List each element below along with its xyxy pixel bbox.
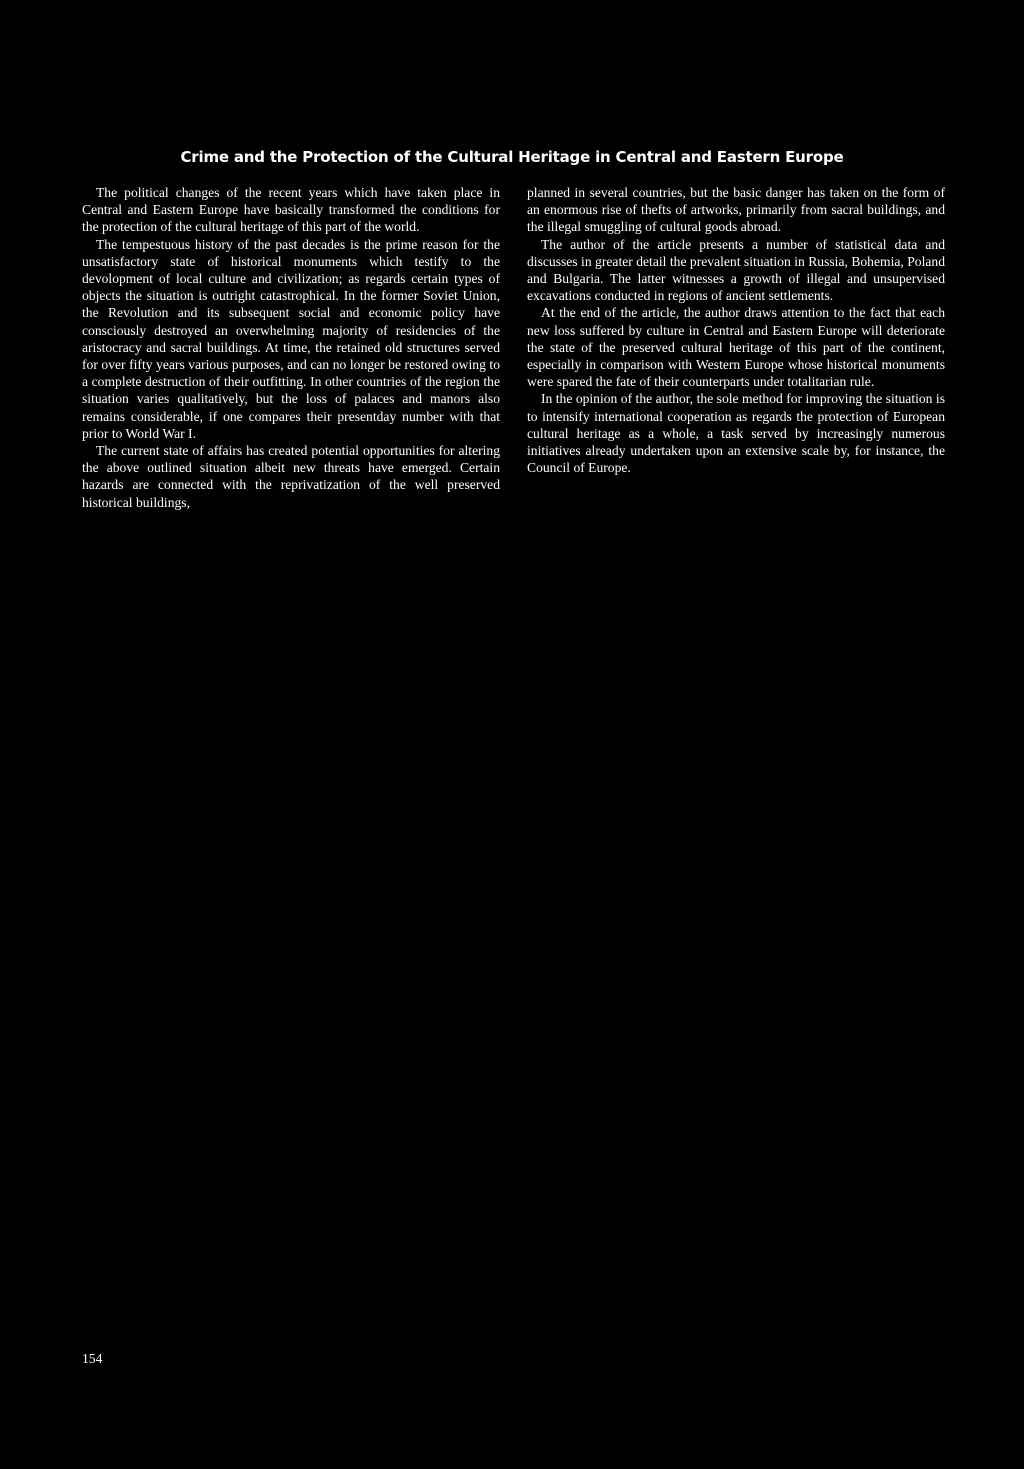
paragraph: At the end of the article, the author draws attention to the fact that each new loss suffered by culture in Central and Eastern Europe will deteriorate the state of the preserved cultural heritage of this part of the continent, especially in comparison with Western Europe whose historical monuments were spared the fate of their counterparts under totalitarian rule.	[527, 305, 945, 390]
right-column	[527, 184, 945, 476]
paragraph: In the opinion of the author, the sole method for improving the situation is to intensify international cooperation as regards the protection of European cultural heritage as a whole, a task served by increasingly numerous initiatives already undertaken upon an extensive scale by, for instance, the Council of Europe.	[527, 391, 945, 476]
paragraph: planned in several countries, but the basic danger has taken on the form of an enormous rise of thefts of artworks, primarily from sacral buildings, and the illegal smuggling of cultural goods abroad.	[527, 185, 945, 235]
paragraph: The tempestuous history of the past decades is the prime reason for the unsatisfactory state of historical monuments which testify to the devolopment of local culture and civilization; as regards certain types of objects the situation is outright catastrophical. In the former Soviet Union, the Revolution and its subsequent social and economic policy have consciously destroyed an overwhelming majority of residencies of the aristocracy and sacral buildings. At time, the retained old structures served for over fifty years various purposes, and can no longer be restored owing to a complete destruction of their outfitting. In other countries of the region the situation varies qualitatively, but the loss of palaces and manors also remains considerable, if one compares their presentday number with that prior to World War I.	[82, 236, 500, 441]
paragraph: The current state of affairs has created potential opportunities for altering the above outlined situation albeit new threats have emerged. Certain hazards are connected with the reprivatization of the well preserved historical buildings,	[82, 443, 500, 510]
paragraph: The political changes of the recent years which have taken place in Central and Eastern Europe have basically transformed the conditions for the protection of the cultural heritage of this part of the world.	[82, 185, 500, 235]
left-column	[82, 184, 500, 511]
page-number: 154	[82, 1351, 103, 1366]
page-title: Crime and the Protection of the Cultural Heritage in Central and Eastern Europe	[180, 148, 844, 166]
paragraph: The author of the article presents a number of statistical data and discusses in greater detail the prevalent situation in Russia, Bohemia, Poland and Bulgaria. The latter witnesses a growth of illegal and unsupervised excavations conducted in regions of ancient settlements.	[527, 236, 945, 304]
